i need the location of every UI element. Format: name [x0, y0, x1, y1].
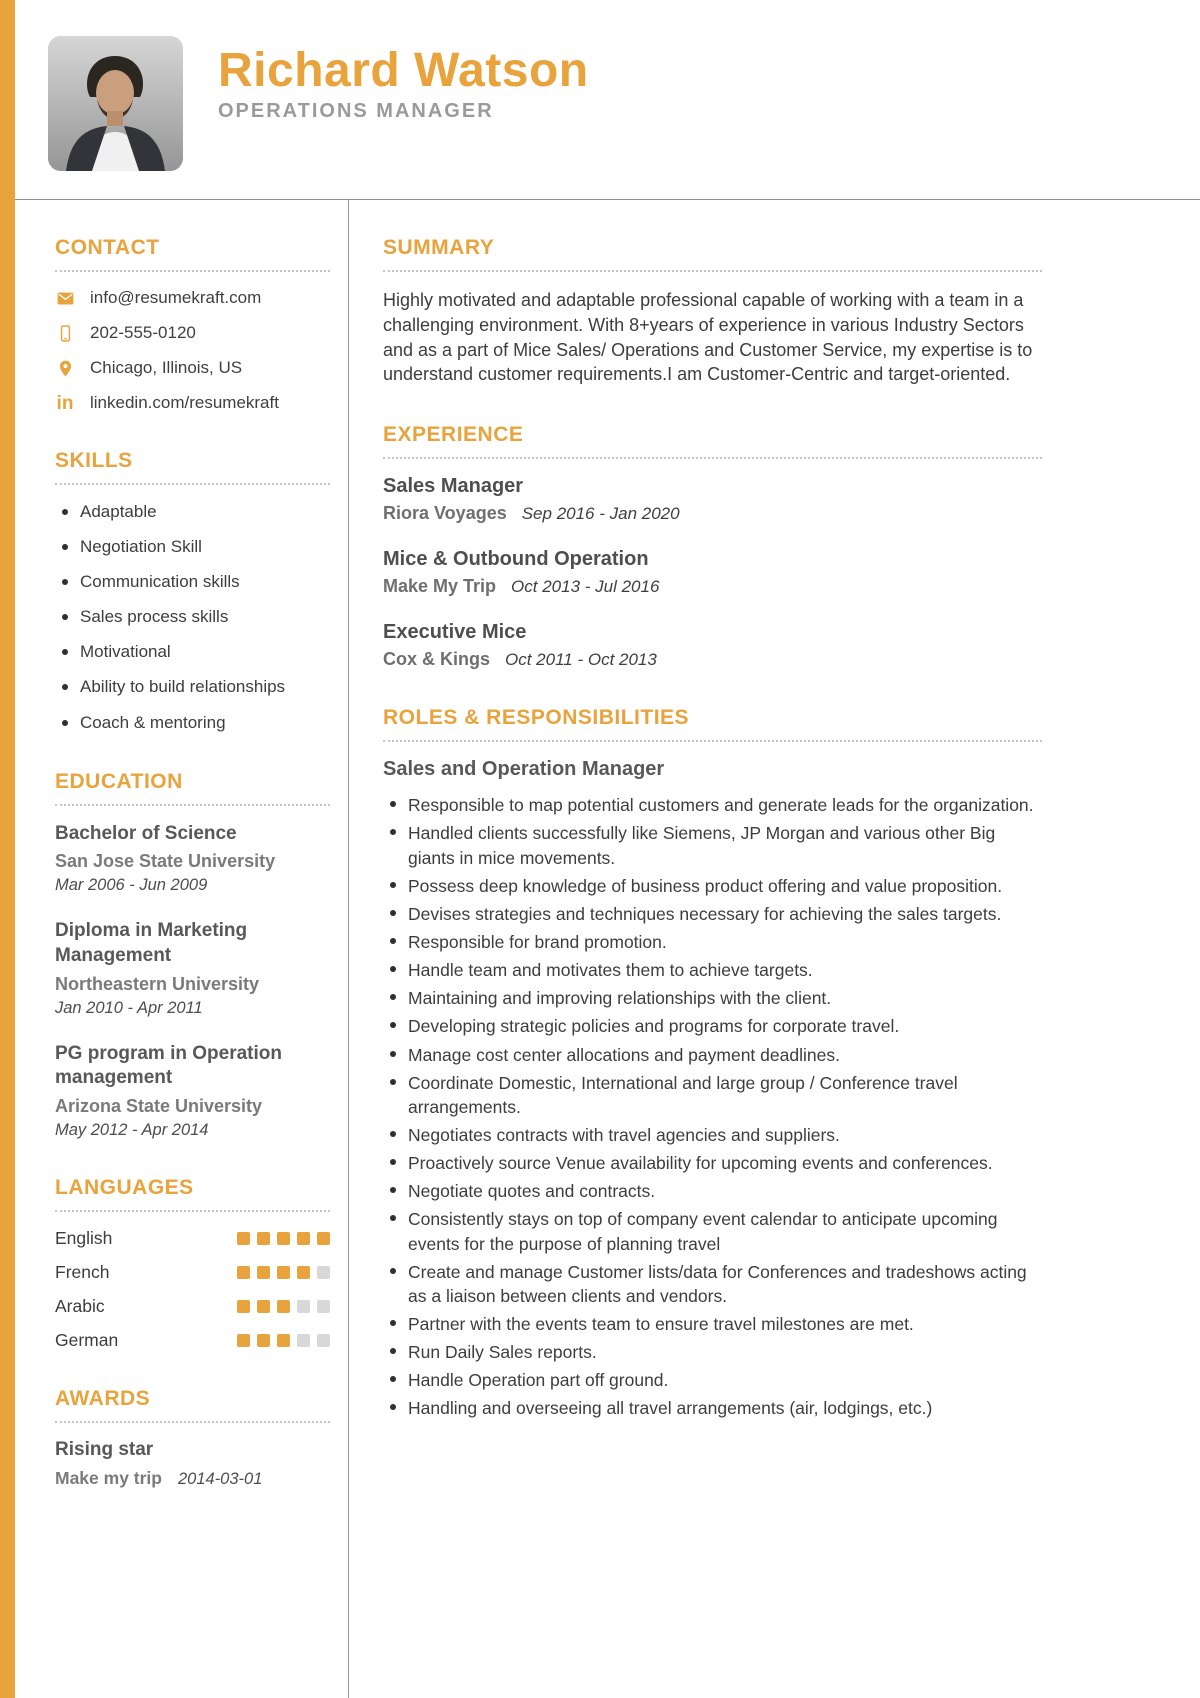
award-org: Make my trip: [55, 1468, 162, 1489]
language-name: Arabic: [55, 1296, 105, 1317]
level-square: [237, 1300, 250, 1313]
degree: Diploma in Marketing Management: [55, 920, 248, 967]
language-level: [230, 1232, 330, 1245]
contact-item: [55, 288, 330, 308]
contact-section: [55, 236, 330, 413]
level-square: [297, 1232, 310, 1245]
education-entry: [55, 1042, 330, 1140]
education-dates: May 2012 - Apr 2014: [55, 1121, 209, 1140]
role-item: Manage cost center allocations and payment deadlines.: [383, 1043, 1042, 1067]
experience-title: Executive Mice: [383, 621, 527, 644]
role-item: Possess deep knowledge of business product offering and value proposition.: [383, 874, 1042, 898]
left-accent-bar: [0, 0, 15, 1698]
role-item: Create and manage Customer lists/data for Conferences and tradeshows acting as a liaison between clients and vendors.: [383, 1260, 1042, 1308]
contact-list: [55, 288, 330, 413]
education-dates: Jan 2010 - Apr 2011: [55, 998, 203, 1017]
header: [0, 0, 1200, 200]
level-square: [277, 1232, 290, 1245]
skill-item: Negotiation Skill: [55, 536, 330, 558]
languages-heading: LANGUAGES: [55, 1176, 330, 1212]
role-item: Proactively source Venue availability for upcoming events and conferences.: [383, 1151, 1042, 1175]
experience-dates: Oct 2013 - Jul 2016: [511, 577, 660, 597]
level-square: [277, 1334, 290, 1347]
level-square: [237, 1232, 250, 1245]
awards-list: [55, 1439, 330, 1489]
degree: PG program in Operation management: [55, 1042, 282, 1089]
profile-photo-image: [48, 36, 183, 171]
level-square: [317, 1266, 330, 1279]
experience-company: Riora Voyages: [383, 503, 507, 524]
school: Arizona State University: [55, 1096, 263, 1117]
experience-title: Mice & Outbound Operation: [383, 548, 649, 571]
job-title: OPERATIONS MANAGER: [218, 100, 494, 123]
role-item: Negotiate quotes and contracts.: [383, 1179, 1042, 1203]
skills-list: [55, 501, 330, 734]
contact-item: [55, 393, 330, 413]
level-square: [277, 1300, 290, 1313]
experience-entry: [383, 621, 1042, 670]
skills-section: [55, 449, 330, 734]
language-name: German: [55, 1330, 119, 1351]
education-section: [55, 770, 330, 1140]
contact-item: [55, 358, 330, 378]
location-icon: [55, 358, 75, 378]
phone-icon: [55, 323, 75, 343]
name: Richard Watson: [218, 44, 589, 97]
language-name: French: [55, 1262, 110, 1283]
school: San Jose State University: [55, 851, 276, 872]
awards-heading: AWARDS: [55, 1387, 330, 1423]
role-item: Negotiates contracts with travel agencies and suppliers.: [383, 1123, 1042, 1147]
experience-section: [383, 423, 1042, 670]
experience-company: Cox & Kings: [383, 649, 491, 670]
skill-item: Motivational: [55, 641, 330, 663]
role-item: Devises strategies and techniques necessary for achieving the sales targets.: [383, 902, 1042, 926]
role-item: Handled clients successfully like Siemens, JP Morgan and various other Big giants in mice movements.: [383, 821, 1042, 869]
language-row: [55, 1262, 330, 1283]
level-square: [257, 1266, 270, 1279]
education-list: [55, 822, 330, 1140]
contact-value: Chicago, Illinois, US: [90, 358, 243, 377]
language-level: [230, 1300, 330, 1313]
roles-list: [383, 793, 1042, 1420]
contact-value: info@resumekraft.com: [90, 288, 262, 307]
level-square: [317, 1300, 330, 1313]
header-text: [218, 36, 589, 123]
languages-list: [55, 1228, 330, 1351]
main-column: [348, 200, 1200, 1698]
contact-heading: CONTACT: [55, 236, 330, 272]
language-row: [55, 1296, 330, 1317]
school: Northeastern University: [55, 973, 260, 994]
language-row: [55, 1228, 330, 1249]
roles-section: [383, 706, 1042, 1420]
level-square: [317, 1232, 330, 1245]
contact-item: [55, 323, 330, 343]
role-item: Partner with the events team to ensure travel milestones are met.: [383, 1312, 1042, 1336]
content-columns: [0, 200, 1200, 1698]
roles-heading: ROLES & RESPONSIBILITIES: [383, 706, 1042, 742]
role-item: Coordinate Domestic, International and large group / Conference travel arrangements.: [383, 1071, 1042, 1119]
level-square: [297, 1300, 310, 1313]
language-row: [55, 1330, 330, 1351]
role-item: Handle team and motivates them to achieve targets.: [383, 958, 1042, 982]
roles-subheading: Sales and Operation Manager: [383, 758, 665, 781]
level-square: [297, 1266, 310, 1279]
level-square: [237, 1266, 250, 1279]
awards-section: [55, 1387, 330, 1489]
level-square: [257, 1334, 270, 1347]
role-item: Handle Operation part off ground.: [383, 1368, 1042, 1392]
level-square: [257, 1300, 270, 1313]
role-item: Responsible to map potential customers and generate leads for the organization.: [383, 793, 1042, 817]
summary-text: Highly motivated and adaptable professional capable of working with a team in a challenging environment. With 8+years of experience in various Industry Sectors and as a part of Mice Sales/ Operations and Customer Service, my expertise is to understand customer requirements.I am Customer-Centric and target-oriented.: [383, 290, 1033, 385]
experience-entry: [383, 548, 1042, 597]
award-entry: [55, 1439, 330, 1489]
skill-item: Coach & mentoring: [55, 712, 330, 734]
summary-heading: SUMMARY: [383, 236, 1042, 272]
contact-value: 202-555-0120: [90, 323, 196, 342]
skill-item: Ability to build relationships: [55, 676, 330, 698]
award-title: Rising star: [55, 1439, 154, 1461]
linkedin-icon: [55, 393, 75, 413]
role-item: Responsible for brand promotion.: [383, 930, 1042, 954]
summary-section: [383, 236, 1042, 387]
profile-photo: [48, 36, 183, 171]
sidebar: [0, 200, 348, 1698]
experience-heading: EXPERIENCE: [383, 423, 1042, 459]
experience-dates: Sep 2016 - Jan 2020: [521, 504, 680, 524]
education-dates: Mar 2006 - Jun 2009: [55, 876, 208, 895]
experience-entry: [383, 475, 1042, 524]
language-level: [230, 1266, 330, 1279]
experience-dates: Oct 2011 - Oct 2013: [505, 650, 657, 670]
education-heading: EDUCATION: [55, 770, 330, 806]
skills-heading: SKILLS: [55, 449, 330, 485]
level-square: [257, 1232, 270, 1245]
linkedin-glyph: in: [56, 392, 74, 414]
role-item: Consistently stays on top of company event calendar to anticipate upcoming events for the purpose of planning travel: [383, 1207, 1042, 1255]
language-level: [230, 1334, 330, 1347]
skill-item: Sales process skills: [55, 606, 330, 628]
education-entry: [55, 919, 330, 1017]
email-icon: [55, 288, 75, 308]
role-item: Run Daily Sales reports.: [383, 1340, 1042, 1364]
education-entry: [55, 822, 330, 896]
skill-item: Communication skills: [55, 571, 330, 593]
role-item: Handling and overseeing all travel arrangements (air, lodgings, etc.): [383, 1396, 1042, 1420]
languages-section: [55, 1176, 330, 1351]
role-item: Developing strategic policies and programs for corporate travel.: [383, 1014, 1042, 1038]
experience-title: Sales Manager: [383, 475, 524, 498]
level-square: [297, 1334, 310, 1347]
experience-list: [383, 475, 1042, 670]
experience-company: Make My Trip: [383, 576, 497, 597]
level-square: [237, 1334, 250, 1347]
role-item: Maintaining and improving relationships with the client.: [383, 986, 1042, 1010]
language-name: English: [55, 1228, 113, 1249]
award-date: 2014-03-01: [177, 1470, 263, 1489]
skill-item: Adaptable: [55, 501, 330, 523]
contact-value: linkedin.com/resumekraft: [90, 393, 279, 412]
level-square: [317, 1334, 330, 1347]
level-square: [277, 1266, 290, 1279]
degree: Bachelor of Science: [55, 822, 237, 844]
